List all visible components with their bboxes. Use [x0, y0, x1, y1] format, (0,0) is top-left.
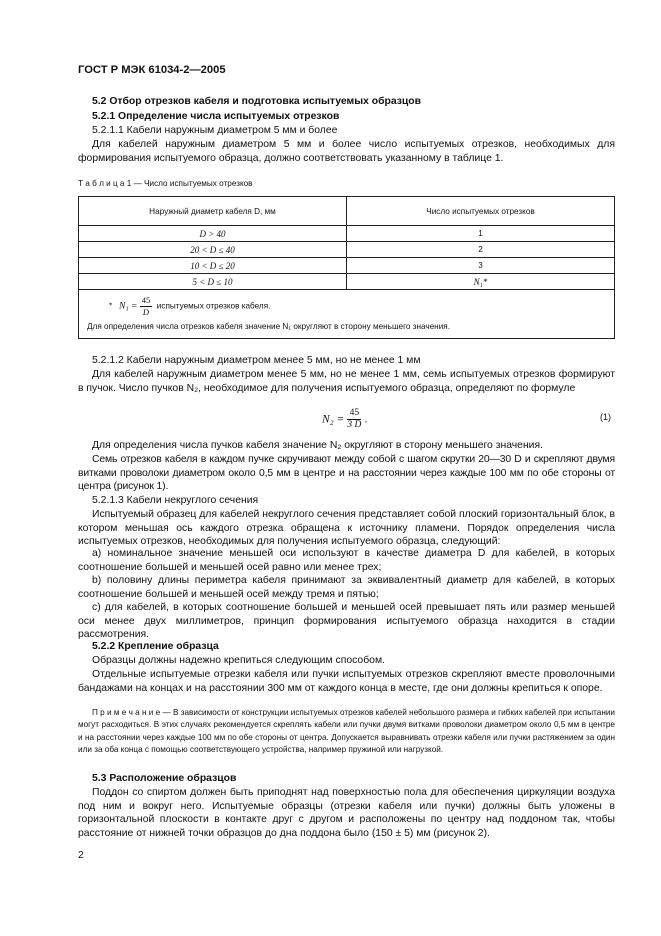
section-5-2-1-3-text: Испытуемый образец для кабелей некруглого сечения представляет собой плоский горизонтальный блок, в котором меньшая ось каждого отрезка обращена к источнику пламени. Порядок определения числа испытуемых отрезков, необходимых для получения испытуемого образца, следующий: [78, 509, 615, 548]
table-1-header-diameter: Наружный диаметр кабеля D, мм [79, 197, 347, 226]
table-cell-count: 3 [347, 258, 615, 274]
table-cell-diameter: 10 < D ≤ 20 [79, 258, 347, 274]
formula-1 [322, 408, 368, 431]
table-cell-count: N₁* [347, 274, 615, 290]
list-item-c: с) для кабелей, в которых соотношение большей и меньшей осей превышает пять или размер меньшей оси менее двух миллиметров, принцип формирования испытуемого образца находится в стадии рассмотрения. [78, 602, 615, 641]
section-5-2-2-text: Образцы должны надежно крепиться следующим способом. [92, 655, 385, 666]
section-5-2-1-2-title: 5.2.1.2 Кабели наружным диаметром менее 5 мм, но не менее 1 мм [92, 355, 421, 366]
section-5-2-1-2-rounding: Для определения числа пучков кабеля значение N₂ округляют в сторону меньшего значения. [92, 440, 544, 451]
table-row [79, 242, 615, 258]
footnote-star: * [109, 301, 113, 311]
section-5-3-text: Поддон со спиртом должен быть приподнят над поверхностью пола для обеспечения циркуляции воздуха под ним и вокруг него. Испытуемые образцы (отрезки кабеля или пучки) должны быть уложены в горизонтальной плоскости в контакте друг с другом и расположены по центру над поддоном так, чтобы расстояние от нижней точки образцов до дна поддона было (150 ± 5) мм (рисунок 2). [78, 787, 615, 839]
footnote-lhs: N₁ = [119, 301, 138, 312]
table-cell-diameter: 5 < D ≤ 10 [79, 274, 347, 290]
section-5-2-2-note: П р и м е ч а н и е — В зависимости от конструкции испытуемых отрезков кабелей небольшого размера и гибких кабелей при испытании могут расходиться. В этих случаях рекомендуется скреплять кабели или пучки двумя витками проволоки диаметром около 0,5 мм в центре и на расстоянии через каждые 100 мм по обе стороны от центра. Допускается выравнивать отрезки кабеля или пучки растяжением за один или за оба конца с помощью соответствующего устройства, например пружиной или нагрузкой. [78, 708, 615, 755]
table-1-header-count: Число испытуемых отрезков [347, 197, 615, 226]
table-1-note: Для определения числа отрезков кабеля значение N₁ округляют в сторону меньшего значения. [87, 322, 450, 331]
section-5-2-title: 5.2 Отбор отрезков кабеля и подготовка испытуемых образцов [92, 96, 422, 107]
list-item-b: b) половину длины периметра кабеля принимают за эквивалентный диаметр для кабелей, в которых соотношение большей и меньшей осей между тремя и пятью; [78, 575, 615, 600]
table-row [79, 258, 615, 274]
section-5-2-1-1-title: 5.2.1.1 Кабели наружным диаметром 5 мм и более [92, 125, 338, 136]
formula-number: (1) [600, 412, 611, 422]
section-5-2-1-2-text: Для кабелей наружным диаметром менее 5 мм, но не менее 1 мм, семь испытуемых отрезков формируют в пучок. Число пучков N₂, необходимое для получения испытуемого образца, определяют по формуле [78, 369, 615, 394]
footnote-fraction [140, 295, 153, 318]
table-cell-diameter: D > 40 [79, 226, 347, 242]
list-item-a: а) номинальное значение меньшей оси используют в качестве диаметра D для кабелей, в которых соотношение большей и меньшей осей равно или менее трех; [78, 548, 615, 573]
section-5-3-title: 5.3 Расположение образцов [92, 773, 237, 784]
footnote-numerator: 45 [141, 295, 151, 305]
formula-denominator: 3 D [347, 420, 362, 430]
section-5-2-1-1-text: Для кабелей наружным диаметром 5 мм и более число испытуемых отрезков, необходимых для формирования испытуемого образца, должно соответствовать указанному в таблице 1. [78, 139, 615, 164]
formula-end: . [364, 413, 368, 426]
table-1-caption: Т а б л и ц а 1 — Число испытуемых отрезков [78, 179, 253, 188]
table-cell-count: 1 [347, 226, 615, 242]
footnote-text: испытуемых отрезков кабеля. [156, 301, 271, 311]
section-5-2-1-2-twist: Семь отрезков кабеля в каждом пучке скручивают между собой с шагом скрутки 20—30 D и скрепляют двумя витками проволоки диаметром около 0,5 мм в центре и на расстоянии через каждые 100 мм по обе стороны от центра (рисунок 1). [78, 454, 615, 493]
section-5-2-1-3-title: 5.2.1.3 Кабели некруглого сечения [92, 495, 259, 506]
table-row [79, 274, 615, 290]
table-1 [78, 196, 615, 339]
table-cell-diameter: 20 < D ≤ 40 [79, 242, 347, 258]
section-5-2-2-title: 5.2.2 Крепление образца [92, 641, 219, 652]
document-header: ГОСТ Р МЭК 61034-2—2005 [78, 64, 226, 76]
formula-fraction [347, 408, 361, 431]
page-number: 2 [78, 850, 84, 861]
table-row [79, 226, 615, 242]
formula-lhs: N₂ = [322, 413, 345, 426]
footnote-denominator: D [142, 307, 150, 317]
section-5-2-2-binding: Отдельные испытуемые отрезки кабеля или пучки испытуемых отрезков скрепляют вместе проволочными бандажами на концах и на расстоянии 300 мм от каждого конца в месте, где они должны крепиться к опоре. [78, 669, 615, 694]
table-1-footnote [79, 290, 615, 339]
table-cell-count: 2 [347, 242, 615, 258]
formula-numerator: 45 [347, 408, 361, 420]
section-5-2-1-title: 5.2.1 Определение числа испытуемых отрезков [92, 111, 340, 122]
